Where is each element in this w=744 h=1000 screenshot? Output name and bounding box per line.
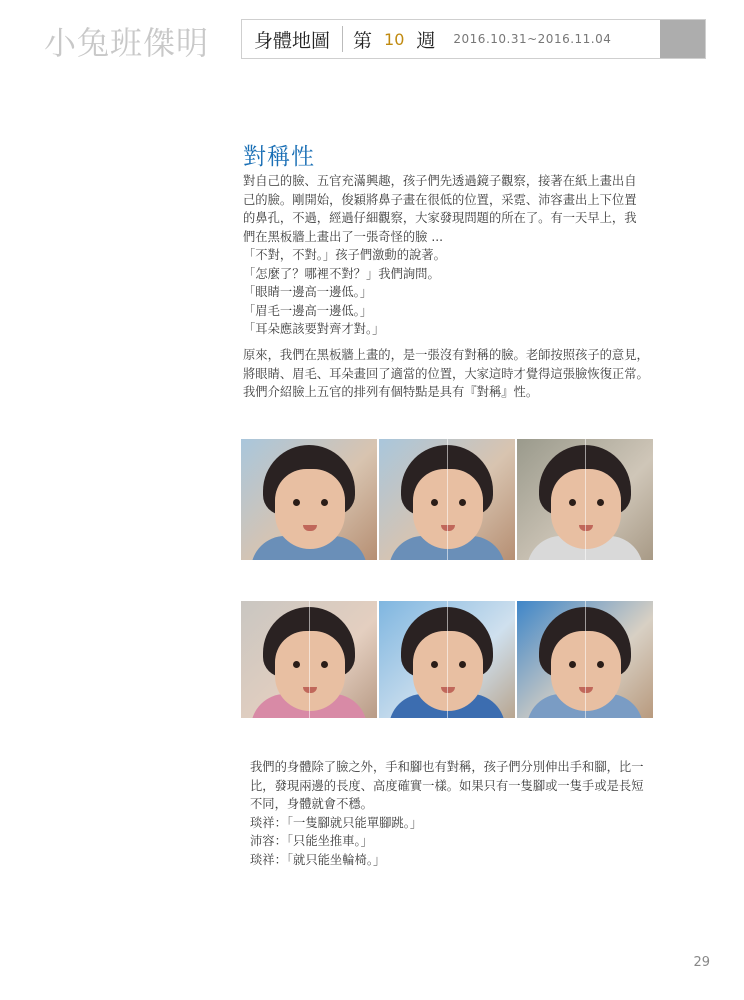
text-line: 己的臉。剛開始，俊穎將鼻子畫在很低的位置，采霓、沛容畫出上下位置	[243, 192, 637, 207]
text-line: 沛容：「只能坐推車。」	[250, 834, 373, 848]
child-mirror-photo	[379, 601, 515, 718]
text-line: 「不對，不對。」孩子們激動的說著。	[243, 248, 446, 262]
week-number: 10	[384, 29, 405, 49]
child-mirror-photo	[379, 439, 515, 560]
section-title: 對稱性	[243, 144, 315, 170]
text-line: 「耳朵應該要對齊才對。」	[243, 322, 385, 336]
text-line: 對自己的臉、五官充滿興趣，孩子們先透過鏡子觀察，接著在紙上畫出自	[243, 174, 637, 188]
photo-row-2	[241, 601, 653, 718]
text-line: 「眼睛一邊高一邊低。」	[243, 285, 373, 299]
photo-row-1	[241, 439, 653, 560]
paragraph-symmetry-intro	[243, 346, 649, 402]
week-prefix: 第	[353, 29, 373, 52]
child-mirror-photo	[517, 439, 653, 560]
header-color-block	[660, 20, 705, 58]
text-line: 原來，我們在黑板牆上畫的，是一張沒有對稱的臉。老師按照孩子的意見，	[243, 348, 649, 362]
page-number: 29	[693, 955, 710, 970]
header-bar	[241, 19, 706, 59]
header-divider	[342, 26, 343, 52]
text-line: 琰祥：「就只能坐輪椅。」	[250, 852, 386, 867]
week-suffix: 週	[416, 29, 436, 52]
text-line: 的鼻孔，不過，經過仔細觀察，大家發現問題的所在了。有一天早上，我	[243, 211, 637, 225]
topic-title: 身體地圖	[254, 29, 331, 52]
child-mirror-photo	[241, 601, 377, 718]
class-name: 小兔班傑明	[44, 24, 210, 62]
child-mirror-photo	[517, 601, 653, 718]
text-line: 比，發現兩邊的長度、高度確實一樣。如果只有一隻腳或一隻手或是長短	[250, 778, 644, 793]
text-line: 我們介紹臉上五官的排列有個特點是具有『對稱』性。	[243, 385, 539, 399]
child-photo	[241, 439, 377, 560]
text-line: 們在黑板牆上畫出了一張奇怪的臉 ...	[243, 229, 444, 244]
text-line: 不同，身體就會不穩。	[250, 797, 373, 811]
paragraph-mirror-observation	[243, 172, 637, 339]
text-line: 「怎麼了？哪裡不對？」我們詢問。	[243, 266, 440, 281]
text-line: 琰祥：「一隻腳就只能單腳跳。」	[250, 815, 423, 830]
text-line: 我們的身體除了臉之外，手和腳也有對稱，孩子們分別伸出手和腳，比一	[250, 760, 644, 774]
text-line: 將眼睛、眉毛、耳朵畫回了適當的位置，大家這時才覺得這張臉恢復正常。	[243, 366, 649, 381]
text-line: 「眉毛一邊高一邊低。」	[243, 303, 373, 318]
paragraph-hands-feet	[250, 758, 644, 869]
week-dates: 2016.10.31~2016.11.04	[453, 32, 612, 46]
